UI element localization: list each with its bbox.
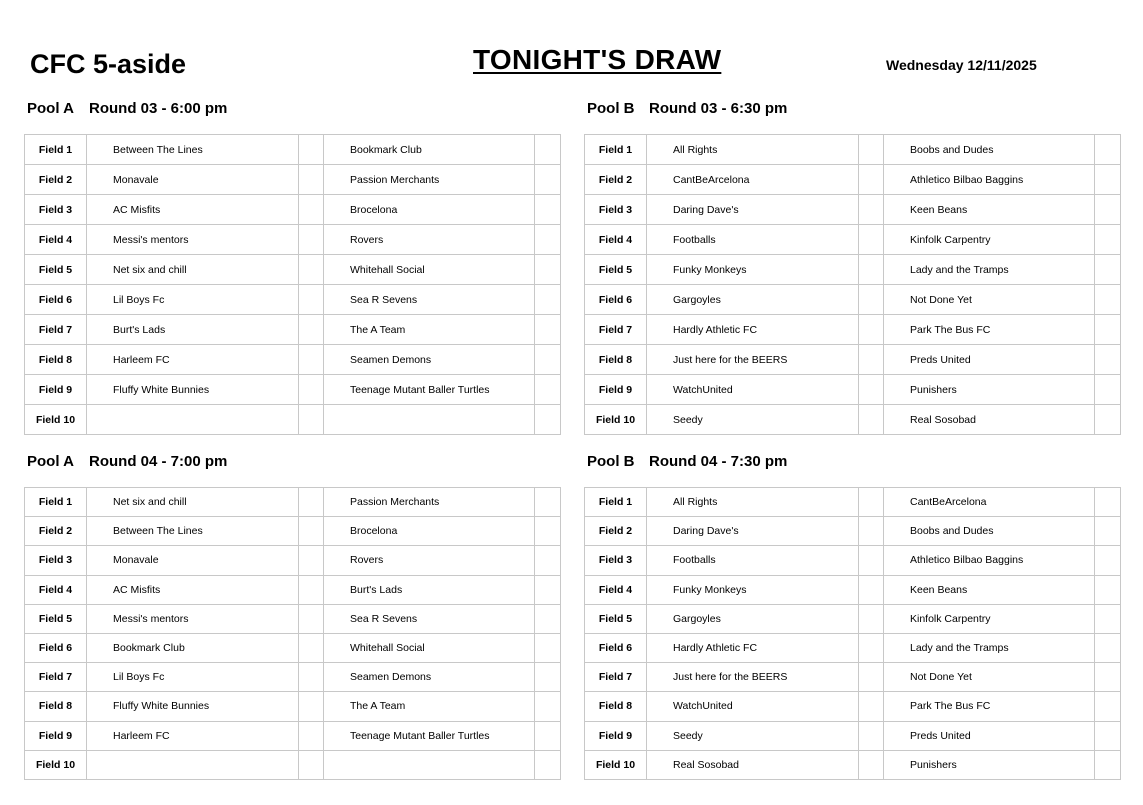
away-score-cell [535, 546, 561, 575]
home-team-cell: WatchUnited [647, 692, 859, 721]
home-score-cell [299, 488, 324, 517]
home-team-cell: Lil Boys Fc [87, 663, 299, 692]
pool-label: Pool A [27, 453, 74, 470]
away-team-cell: Park The Bus FC [884, 692, 1095, 721]
home-score-cell [299, 315, 324, 345]
round-label: Round 03 - 6:00 pm [89, 100, 228, 117]
page-title: TONIGHT'S DRAW [473, 44, 722, 75]
field-cell: Field 5 [585, 255, 647, 285]
round-label: Round 04 - 7:00 pm [89, 453, 228, 470]
home-score-cell [859, 345, 884, 375]
home-score-cell [859, 488, 884, 517]
field-cell: Field 1 [585, 135, 647, 165]
away-score-cell [535, 255, 561, 285]
field-cell: Field 7 [585, 663, 647, 692]
table-row [585, 345, 1121, 375]
home-score-cell [859, 375, 884, 405]
away-score-cell [535, 165, 561, 195]
away-team-cell: Kinfolk Carpentry [884, 604, 1095, 633]
away-score-cell [535, 135, 561, 165]
away-team-cell: Kinfolk Carpentry [884, 225, 1095, 255]
away-team-cell: Seamen Demons [324, 663, 535, 692]
field-cell: Field 1 [25, 135, 87, 165]
field-cell: Field 4 [585, 575, 647, 604]
home-team-cell: Just here for the BEERS [647, 345, 859, 375]
field-cell: Field 7 [25, 663, 87, 692]
round-label: Round 04 - 7:30 pm [649, 453, 788, 470]
away-team-cell [324, 405, 535, 435]
home-team-cell: Messi's mentors [87, 225, 299, 255]
home-score-cell [299, 135, 324, 165]
away-team-cell: Real Sosobad [884, 405, 1095, 435]
away-team-cell: The A Team [324, 315, 535, 345]
home-score-cell [859, 750, 884, 779]
away-score-cell [1095, 375, 1121, 405]
away-team-cell: Keen Beans [884, 575, 1095, 604]
field-cell: Field 1 [585, 488, 647, 517]
home-team-cell: Harleem FC [87, 721, 299, 750]
away-team-cell: Sea R Sevens [324, 285, 535, 315]
draw-table-pool-b-round-04 [584, 487, 1121, 780]
home-score-cell [859, 405, 884, 435]
home-score-cell [299, 604, 324, 633]
away-team-cell: Park The Bus FC [884, 315, 1095, 345]
field-cell: Field 2 [585, 165, 647, 195]
draw-date: Wednesday 12/11/2025 [886, 57, 1037, 73]
home-team-cell: Between The Lines [87, 135, 299, 165]
home-score-cell [299, 255, 324, 285]
home-team-cell: Bookmark Club [87, 633, 299, 662]
away-team-cell: Athletico Bilbao Baggins [884, 165, 1095, 195]
away-team-cell: Boobs and Dudes [884, 135, 1095, 165]
home-team-cell: Just here for the BEERS [647, 663, 859, 692]
away-score-cell [1095, 750, 1121, 779]
home-team-cell: Real Sosobad [647, 750, 859, 779]
away-score-cell [1095, 195, 1121, 225]
home-score-cell [859, 315, 884, 345]
draw-table-pool-a-round-03 [24, 134, 561, 435]
away-score-cell [535, 575, 561, 604]
away-score-cell [535, 721, 561, 750]
table-row [25, 195, 561, 225]
field-cell: Field 8 [585, 692, 647, 721]
away-team-cell: Rovers [324, 546, 535, 575]
table-row [25, 633, 561, 662]
home-score-cell [299, 633, 324, 662]
home-team-cell: Gargoyles [647, 285, 859, 315]
home-score-cell [859, 604, 884, 633]
away-score-cell [1095, 546, 1121, 575]
home-team-cell [87, 405, 299, 435]
away-team-cell [324, 750, 535, 779]
home-score-cell [299, 285, 324, 315]
home-score-cell [299, 721, 324, 750]
round-label: Round 03 - 6:30 pm [649, 100, 788, 117]
home-team-cell: Daring Dave's [647, 517, 859, 546]
field-cell: Field 8 [25, 345, 87, 375]
away-score-cell [1095, 721, 1121, 750]
home-team-cell: Footballs [647, 225, 859, 255]
home-team-cell: Gargoyles [647, 604, 859, 633]
table-row [585, 575, 1121, 604]
home-score-cell [859, 546, 884, 575]
home-score-cell [299, 165, 324, 195]
away-team-cell: Bookmark Club [324, 135, 535, 165]
home-score-cell [299, 575, 324, 604]
table-row [25, 285, 561, 315]
pool-label: Pool B [587, 453, 635, 470]
field-cell: Field 9 [585, 375, 647, 405]
away-score-cell [535, 375, 561, 405]
table-row [585, 546, 1121, 575]
home-team-cell: Funky Monkeys [647, 575, 859, 604]
table-row [585, 225, 1121, 255]
away-score-cell [535, 225, 561, 255]
home-score-cell [299, 375, 324, 405]
table-row [585, 285, 1121, 315]
field-cell: Field 3 [585, 546, 647, 575]
away-team-cell: Brocelona [324, 517, 535, 546]
table-row [25, 135, 561, 165]
block-header-pool-a-round-04 [27, 453, 227, 470]
home-team-cell: Messi's mentors [87, 604, 299, 633]
home-team-cell: CantBeArcelona [647, 165, 859, 195]
home-score-cell [859, 255, 884, 285]
home-score-cell [299, 692, 324, 721]
field-cell: Field 10 [25, 750, 87, 779]
away-team-cell: Passion Merchants [324, 488, 535, 517]
home-score-cell [859, 517, 884, 546]
home-score-cell [859, 663, 884, 692]
away-team-cell: Lady and the Tramps [884, 255, 1095, 285]
home-team-cell: Monavale [87, 165, 299, 195]
home-team-cell: Funky Monkeys [647, 255, 859, 285]
block-header-pool-a-round-03 [27, 100, 227, 117]
away-score-cell [1095, 315, 1121, 345]
table-row [585, 517, 1121, 546]
home-team-cell: Seedy [647, 405, 859, 435]
home-team-cell: Net six and chill [87, 488, 299, 517]
home-team-cell: AC Misfits [87, 575, 299, 604]
table-row [585, 750, 1121, 779]
away-score-cell [1095, 692, 1121, 721]
home-team-cell: Between The Lines [87, 517, 299, 546]
away-score-cell [535, 195, 561, 225]
away-score-cell [1095, 633, 1121, 662]
field-cell: Field 5 [25, 255, 87, 285]
table-row [585, 604, 1121, 633]
field-cell: Field 8 [25, 692, 87, 721]
field-cell: Field 6 [585, 633, 647, 662]
table-row [25, 255, 561, 285]
home-team-cell: Burt's Lads [87, 315, 299, 345]
away-score-cell [1095, 517, 1121, 546]
table-row [25, 517, 561, 546]
field-cell: Field 7 [585, 315, 647, 345]
away-score-cell [1095, 225, 1121, 255]
away-team-cell: Passion Merchants [324, 165, 535, 195]
field-cell: Field 10 [585, 750, 647, 779]
table-row [25, 375, 561, 405]
away-team-cell: Keen Beans [884, 195, 1095, 225]
table-row [585, 633, 1121, 662]
home-score-cell [859, 692, 884, 721]
field-cell: Field 5 [585, 604, 647, 633]
home-team-cell: WatchUnited [647, 375, 859, 405]
table-row [25, 663, 561, 692]
away-score-cell [1095, 135, 1121, 165]
away-score-cell [535, 663, 561, 692]
away-score-cell [1095, 604, 1121, 633]
away-score-cell [535, 750, 561, 779]
away-team-cell: Rovers [324, 225, 535, 255]
table-row [25, 315, 561, 345]
table-row [585, 135, 1121, 165]
away-team-cell: Sea R Sevens [324, 604, 535, 633]
away-team-cell: Whitehall Social [324, 255, 535, 285]
home-team-cell: Net six and chill [87, 255, 299, 285]
away-team-cell: The A Team [324, 692, 535, 721]
field-cell: Field 10 [585, 405, 647, 435]
block-header-pool-b-round-04 [587, 453, 787, 470]
away-score-cell [535, 285, 561, 315]
away-team-cell: Punishers [884, 750, 1095, 779]
field-cell: Field 9 [585, 721, 647, 750]
table-row [585, 165, 1121, 195]
home-score-cell [299, 663, 324, 692]
home-team-cell: Footballs [647, 546, 859, 575]
home-score-cell [299, 195, 324, 225]
home-score-cell [859, 165, 884, 195]
field-cell: Field 6 [25, 633, 87, 662]
away-team-cell: Teenage Mutant Baller Turtles [324, 721, 535, 750]
home-score-cell [299, 546, 324, 575]
away-team-cell: CantBeArcelona [884, 488, 1095, 517]
field-cell: Field 3 [25, 195, 87, 225]
table-row [585, 195, 1121, 225]
table-row [25, 225, 561, 255]
home-score-cell [299, 517, 324, 546]
home-score-cell [859, 225, 884, 255]
table-row [585, 663, 1121, 692]
field-cell: Field 4 [25, 575, 87, 604]
table-row [585, 405, 1121, 435]
away-team-cell: Athletico Bilbao Baggins [884, 546, 1095, 575]
table-row [25, 405, 561, 435]
home-team-cell: Hardly Athletic FC [647, 633, 859, 662]
away-score-cell [1095, 285, 1121, 315]
away-team-cell: Punishers [884, 375, 1095, 405]
away-team-cell: Teenage Mutant Baller Turtles [324, 375, 535, 405]
away-team-cell: Seamen Demons [324, 345, 535, 375]
field-cell: Field 5 [25, 604, 87, 633]
away-score-cell [1095, 405, 1121, 435]
table-row [585, 315, 1121, 345]
field-cell: Field 6 [585, 285, 647, 315]
field-cell: Field 2 [25, 165, 87, 195]
table-row [585, 488, 1121, 517]
away-team-cell: Preds United [884, 345, 1095, 375]
pool-label: Pool A [27, 100, 74, 117]
table-row [25, 750, 561, 779]
field-cell: Field 3 [25, 546, 87, 575]
away-score-cell [1095, 345, 1121, 375]
draw-table-pool-b-round-03 [584, 134, 1121, 435]
table-row [585, 692, 1121, 721]
away-team-cell: Not Done Yet [884, 663, 1095, 692]
away-team-cell: Whitehall Social [324, 633, 535, 662]
away-team-cell: Burt's Lads [324, 575, 535, 604]
table-row [25, 345, 561, 375]
home-team-cell: All Rights [647, 488, 859, 517]
pool-label: Pool B [587, 100, 635, 117]
away-score-cell [535, 488, 561, 517]
field-cell: Field 8 [585, 345, 647, 375]
home-team-cell: Fluffy White Bunnies [87, 692, 299, 721]
table-row [25, 721, 561, 750]
home-team-cell: Lil Boys Fc [87, 285, 299, 315]
field-cell: Field 7 [25, 315, 87, 345]
home-team-cell: All Rights [647, 135, 859, 165]
block-header-pool-b-round-03 [587, 100, 787, 117]
away-score-cell [535, 405, 561, 435]
field-cell: Field 9 [25, 721, 87, 750]
away-score-cell [535, 345, 561, 375]
home-team-cell: AC Misfits [87, 195, 299, 225]
away-score-cell [1095, 165, 1121, 195]
home-score-cell [859, 285, 884, 315]
home-score-cell [859, 195, 884, 225]
home-score-cell [859, 135, 884, 165]
away-score-cell [1095, 663, 1121, 692]
table-row [25, 546, 561, 575]
away-score-cell [1095, 255, 1121, 285]
home-team-cell: Fluffy White Bunnies [87, 375, 299, 405]
away-team-cell: Brocelona [324, 195, 535, 225]
table-row [25, 575, 561, 604]
home-score-cell [299, 405, 324, 435]
home-team-cell: Daring Dave's [647, 195, 859, 225]
away-score-cell [1095, 488, 1121, 517]
away-score-cell [535, 315, 561, 345]
table-row [25, 165, 561, 195]
home-team-cell: Seedy [647, 721, 859, 750]
home-score-cell [859, 633, 884, 662]
away-team-cell: Not Done Yet [884, 285, 1095, 315]
field-cell: Field 9 [25, 375, 87, 405]
draw-table-pool-a-round-04 [24, 487, 561, 780]
away-score-cell [535, 604, 561, 633]
away-score-cell [535, 633, 561, 662]
field-cell: Field 2 [25, 517, 87, 546]
home-score-cell [859, 575, 884, 604]
home-score-cell [859, 721, 884, 750]
away-score-cell [1095, 575, 1121, 604]
field-cell: Field 4 [25, 225, 87, 255]
table-row [25, 692, 561, 721]
table-row [585, 721, 1121, 750]
table-row [25, 488, 561, 517]
table-row [25, 604, 561, 633]
field-cell: Field 4 [585, 225, 647, 255]
home-score-cell [299, 750, 324, 779]
table-row [585, 375, 1121, 405]
home-team-cell: Harleem FC [87, 345, 299, 375]
table-row [585, 255, 1121, 285]
field-cell: Field 3 [585, 195, 647, 225]
away-team-cell: Lady and the Tramps [884, 633, 1095, 662]
home-team-cell [87, 750, 299, 779]
home-team-cell: Hardly Athletic FC [647, 315, 859, 345]
away-score-cell [535, 692, 561, 721]
field-cell: Field 1 [25, 488, 87, 517]
home-score-cell [299, 225, 324, 255]
away-team-cell: Preds United [884, 721, 1095, 750]
home-team-cell: Monavale [87, 546, 299, 575]
away-team-cell: Boobs and Dudes [884, 517, 1095, 546]
field-cell: Field 6 [25, 285, 87, 315]
org-title: CFC 5-aside [30, 49, 187, 79]
away-score-cell [535, 517, 561, 546]
home-score-cell [299, 345, 324, 375]
field-cell: Field 10 [25, 405, 87, 435]
field-cell: Field 2 [585, 517, 647, 546]
